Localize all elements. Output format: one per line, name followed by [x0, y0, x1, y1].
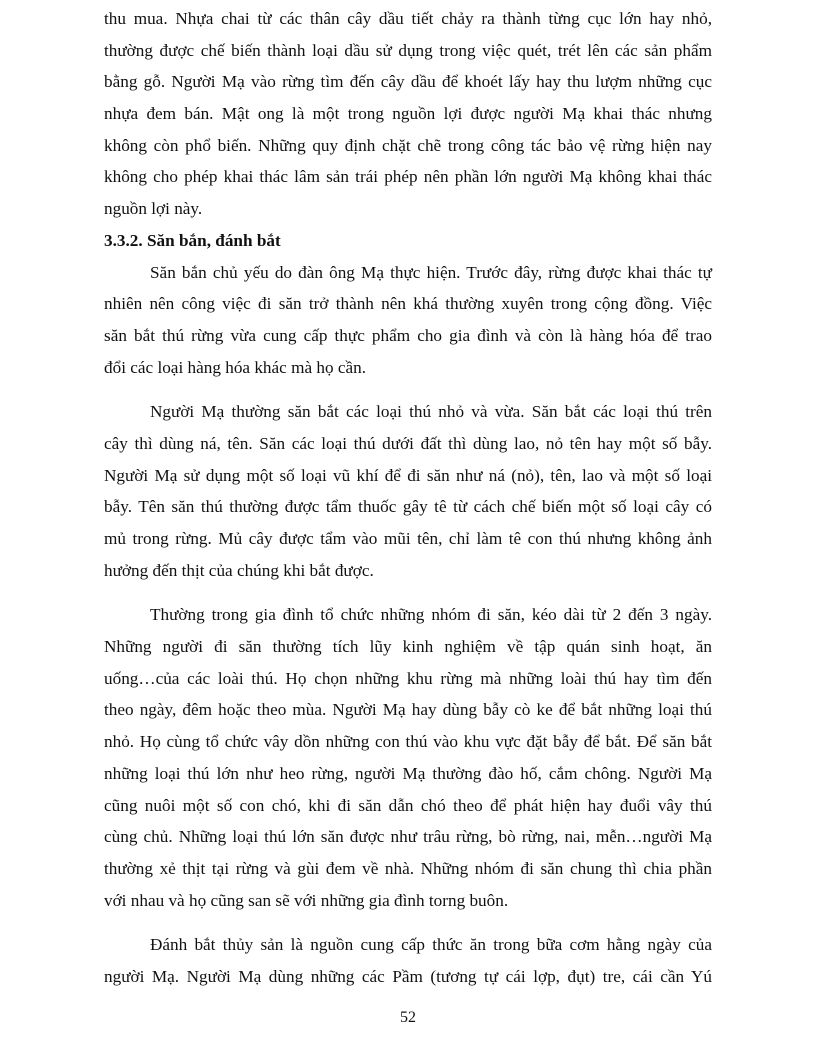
text-line: nhỏ. Họ cùng tổ chức vây dồn những con thú vào khu vực đặt bẫy để bắt. Để săn bắt — [104, 732, 712, 752]
text-line: cũng nuôi một số con chó, khi đi săn dẫn chó theo để phát hiện hay đuổi vây thú — [104, 795, 712, 815]
text-line: thường được chế biến thành loại dầu sử dụng trong việc quét, trét lên các sản phẩm — [104, 40, 712, 60]
text-line: không còn phổ biến. Những quy định chặt chẽ trong công tác bảo vệ rừng hiện nay — [104, 135, 712, 155]
text-line: cùng chủ. Những loại thú lớn săn được như trâu rừng, bò rừng, nai, mễn…người Mạ — [104, 827, 712, 847]
document-body — [104, 3, 712, 993]
paragraph — [104, 3, 712, 225]
text-line: thường xẻ thịt tại rừng và gùi đem về nhà. Những nhóm đi săn chung thì chia phần — [104, 858, 712, 878]
text-line: thu mua. Nhựa chai từ các thân cây dầu tiết chảy ra thành từng cục lớn hay nhỏ, — [104, 9, 712, 28]
text-line: săn bắt thú rừng vừa cung cấp thực phẩm cho gia đình và còn là hàng hóa để trao — [104, 325, 712, 345]
paragraph — [104, 396, 712, 586]
text-line: uống…của các loài thú. Họ chọn những khu rừng mà những loài thú hay tìm đến — [104, 668, 712, 688]
text-line: với nhau và họ cũng san sẽ với những gia đình torng buôn. — [104, 890, 509, 910]
text-line: Những người đi săn thường tích lũy kinh nghiệm về tập quán sinh hoạt, ăn — [104, 637, 712, 657]
text-line: đổi các loại hàng hóa khác mà họ cần. — [104, 357, 367, 377]
text-line: Người Mạ thường săn bắt các loại thú nhỏ và vừa. Săn bắt các loại thú trên — [150, 402, 712, 422]
text-line: nguồn lợi này. — [104, 199, 203, 219]
page-number: 52 — [400, 1009, 416, 1026]
text-line: bằng gỗ. Người Mạ vào rừng tìm đến cây dầu để khoét lấy hay thu lượm những cục — [104, 72, 712, 92]
text-line: theo ngày, đêm hoặc theo mùa. Người Mạ hay dùng bẫy cò ke để bắt những loại thú — [104, 700, 712, 720]
text-line: bẫy. Tên săn thú thường được tẩm thuốc gây tê từ cách chế biến một số loại cây có — [104, 497, 712, 517]
text-line: Săn bắn chủ yếu do đàn ông Mạ thực hiện. Trước đây, rừng được khai thác tự — [150, 262, 712, 282]
paragraph — [104, 599, 712, 916]
text-line: mủ trong rừng. Mủ cây được tẩm vào mũi tên, chỉ làm tê con thú nhưng không ảnh — [104, 529, 712, 548]
text-line: 3.3.2. Săn bắn, đánh bắt — [104, 230, 281, 250]
text-line: hưởng đến thịt của chúng khi bắt được. — [104, 560, 374, 580]
text-line: Thường trong gia đình tổ chức những nhóm đi săn, kéo dài từ 2 đến 3 ngày. — [150, 605, 712, 625]
text-line: những loại thú lớn như heo rừng, người Mạ thường đào hố, cắm chông. Người Mạ — [104, 763, 712, 783]
text-line: nhiên nên công việc đi săn trở thành nên khá thường xuyên trong cộng đồng. Việc — [104, 294, 712, 314]
text-line: cây thì dùng ná, tên. Săn các loại thú dưới đất thì dùng lao, nỏ tên hay một số bẫy. — [104, 433, 712, 453]
paragraph — [104, 929, 712, 992]
section-heading — [104, 225, 712, 257]
text-line: người Mạ. Người Mạ dùng những các Pầm (tương tự cái lợp, đụt) tre, cái cần Yú — [104, 966, 712, 986]
paragraph — [104, 257, 712, 384]
text-line: nhựa đem bán. Mật ong là một trong nguồn lợi được người Mạ khai thác nhưng — [104, 104, 712, 124]
text-line: Người Mạ sử dụng một số loại vũ khí để đi săn như ná (nỏ), tên, lao và một số loại — [104, 465, 712, 485]
text-line: Đánh bắt thủy sản là nguồn cung cấp thức ăn trong bữa cơm hằng ngày của — [150, 935, 712, 955]
text-line: không cho phép khai thác lâm sản trái phép nên phần lớn người Mạ không khai thác — [104, 167, 712, 187]
